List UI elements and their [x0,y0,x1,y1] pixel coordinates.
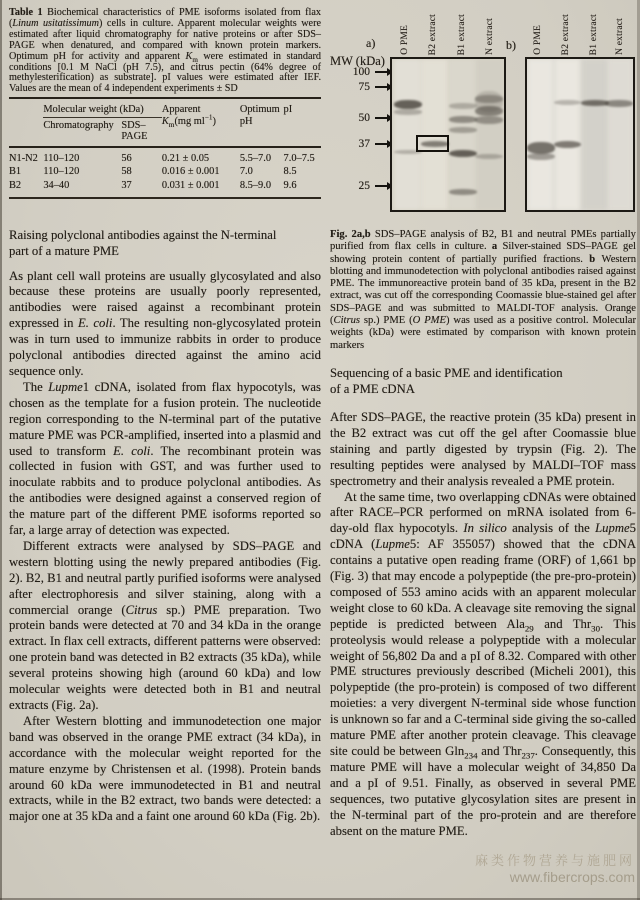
table-1 [9,97,321,198]
table-1-caption: Table 1 Biochemical characteristics of PME isoforms isolated from flax (Linum usitatissimum) cells in culture. Apparent molecular weights were estimated after liquid chromatography for native proteins or after SDS–PAGE when denatured, and compared with known protein markers. Optimum pH for activity and apparent $K_m$ were estimated in standard conditions [0.1 M NaCl (pH 7.5), and citrus pectin (64% degree of methylesterification) as substrate]. pI values were estimated after IEF. Values are the mean of 4 independent experiments ± SD [9,7,321,95]
paragraph: Different extracts were analysed by SDS–PAGE and western blotting using the newly prepared antibodies (Fig. 2). B2, B1 and neutral partly purified isoforms were analysed after electrophoresis and silver staining, along with a commercial orange (Citrus sp.) PME preparation. Two protein bands were detected at 70 and 34 kDa in the orange extract. In flax cell extracts, different patterns were observed: one protein band was detected in B2 extracts (35 kDa), while several proteins showing high (around 60 kDa) and low molecular weights were detected both in B1 and neutral extracts (Fig. 2a). [9,538,321,712]
mw-marker-label: 37 [358,138,370,150]
right-arrow-icon [375,143,388,145]
paragraph: After Western blotting and immunodetection one major band was observed in the orange PME extract (34 kDa), in accordance with the molecular weight reported for the mature enzyme by Christensen et al. (1998). Protein bands around 60 kDa were immunodetected in B1 and neutral extracts, while in the B2 extract, two bands were detected: a major one at 35 kDa and a faint one around 60 kDa (Fig. 2b). [9,713,321,824]
cell-km: 0.031 ± 0.001 [161,179,220,191]
lane-label-b1-extract: B1 extract [457,13,468,55]
protein-band [449,189,477,195]
protein-band [475,116,503,124]
gel-panel-b-western-blot [525,57,635,212]
paragraph: As plant cell wall proteins are usually glycosylated and also because these proteins are usually poorly represented, antibodies were raised against a recombinant protein expressed in E. coli. The resulting non-glycosylated protein was in turn used to immunize rabbits in order to produce polyclonal antibodies directed against the amino acid sequence only. [9,268,321,378]
panel-b-letter: b) [506,38,516,52]
right-arrow-icon [375,71,388,73]
lane-label-b2-extract: B2 extract [428,13,439,55]
lane-label-n-extract: N extract [614,18,625,55]
cell-ph: 5.5–7.0 [239,152,272,164]
watermark [475,850,635,885]
cell-isoform: B2 [9,179,22,191]
lane-label-o-pme: O PME [533,25,544,55]
paragraph: At the same time, two overlapping cDNAs were obtained after RACE–PCR performed on mRNA isolated from 6-day-old flax hypocotyls. In silico analysis of the Lupme5 cDNA (Lupme5: AF 355057) showed that the cDNA contains a putative open reading frame (ORF) of 1,661 bp (Fig. 3) that may encode a polypeptide (the pre-pro-protein) composed of 553 amino acids with an apparent molecular weight close to 60 kDa. A cleavage site removing the signal peptide is predicted between Ala$_{29}$ and Thr$_{30}$. This proteolysis would release a polypeptide with a molecular weight of 56,802 Da and a pI of 8.32. Compared with other PME structures previously described (Micheli 2001), this polypeptide (the pro-protein) is composed of two different moieties: a very divergent N-terminal side whose function is unknown so far and a C-terminal side giving the so-called mature PME after another protein cleavage. This cleavage site could be between Gln$_{234}$ and Thr$_{237}$. Consequently, this mature PME will have a molecular weight of 34,850 Da and a pI of 9.51. Finally, as observed in several PME sequences, two putative glycosylation sites are present in the N-terminal part of the pro-protein and are therefore absent on the mature PME. [330,489,636,838]
watermark-chinese-text: 麻类作物营养与施肥网 [474,853,635,868]
mw-marker-75 [330,81,388,93]
cell-sds: 37 [121,179,132,191]
lane-label-n-extract: N extract [484,18,495,55]
paragraph: The Lupme1 cDNA, isolated from flax hypocotyls, was chosen as the template for a fusion protein. The nucleotide region corresponding to the N-terminal part of the putative mature PME was PCR-amplified, inserted into a plasmid and used to transform E. coli. The recombinant protein was collected in fusion with GST, and was further used to inoculate rabbits and to produce polyclonal antibodies. As the antibodies were designed against a conserved region of the mature part of the different PME isoforms reported so far, a large array of detection was expected. [9,379,322,538]
cell-isoform: B1 [9,166,22,178]
cell-chromatography: 34–40 [43,179,70,191]
protein-band [449,116,477,123]
cell-pi: 9.6 [283,179,297,191]
protein-band [554,141,582,149]
gel-lane [607,59,632,210]
table-row [9,165,321,179]
cell-sds: 56 [121,152,132,164]
gel-lane [476,59,503,210]
mw-axis-label: MW (kDa) [330,54,385,68]
mw-marker-label: 50 [358,112,370,124]
right-arrow-icon [375,185,388,187]
left-column [9,8,321,825]
gel-lane [449,59,476,210]
mw-marker-label: 100 [352,66,370,78]
th-optimum-ph: Optimum pH [240,98,284,147]
mw-marker-50 [330,112,388,124]
cell-ph: 8.5–9.0 [239,179,272,191]
figure-2-gel [330,6,636,212]
cell-km: 0.016 ± 0.001 [161,166,220,178]
protein-band [554,100,582,105]
gel-b-lane-labels [525,6,635,56]
gel-lane [582,59,607,210]
cell-chromatography: 110–120 [43,152,80,164]
mw-marker-label: 75 [358,81,370,93]
section-heading-antibodies: Raising polyclonal antibodies against the N-terminal part of a mature PME [9,227,277,259]
cell-km: 0.21 ± 0.05 [161,152,210,164]
th-isoform-empty [9,98,43,147]
gel-lane [528,59,553,210]
cell-ph: 7.0 [239,166,253,178]
cell-pi: 8.5 [283,166,297,178]
th-apparent-km: Apparent $K_m(mg$ $ml^{-1}$) [162,98,240,147]
mw-marker-label: 25 [358,180,370,192]
protein-band [394,109,422,115]
cell-isoform: N1-N2 [9,152,38,164]
protein-band [449,103,477,109]
gel-a-lane-labels [390,6,506,56]
protein-band [449,127,477,133]
watermark-url: www.fibercrops.com [509,869,635,885]
paragraph: After SDS–PAGE, the reactive protein (35 kDa) present in the B2 extract was cut off the gel after Coomassie blue staining and partly digested by trypsin (Fig. 2). The resulting peptides were analysed by MALDI–TOF mass spectrometry and their analysis revealed a PME protein. [330,409,636,488]
th-molecular-weight: Molecular weight (kDa) [43,98,162,117]
th-pi: pI [284,98,321,147]
mw-marker-37 [330,138,388,150]
figure-2-caption: Fig. 2a,b SDS–PAGE analysis of B2, B1 and neutral PMEs partially purified from flax cells in culture. a Silver-stained SDS–PAGE gel showing protein content of partially purified fractions. b Western blotting and immunodetection with polyclonal antibodies raised against PME. The immunoreactive protein band of 35 kDa, present in the B2 extract, was cut off the corresponding Coomassie blue-stained gel after SDS–PAGE and was submitted to MALDI-TOF analysis. Orange (Citrus sp.) PME (O PME) was used as a positive control. Molecular weights (kDa) were estimated by comparison with known protein markers [330,229,636,351]
right-column [330,6,636,839]
lane-label-b2-extract: B2 extract [560,13,571,55]
right-arrow-icon [375,86,388,88]
table-row [9,147,321,166]
protein-band [475,95,503,103]
section-heading-sequencing: Sequencing of a basic PME and identification of a PME cDNA [330,365,563,397]
gel-lane [555,59,580,210]
protein-band [449,150,477,158]
table-row [9,179,321,198]
scan-edge-left [0,0,2,900]
panel-a-letter: a) [366,36,376,50]
excised-band-box [416,135,450,152]
cell-pi: 7.0–7.5 [283,152,315,164]
mw-marker-25 [330,180,388,192]
cell-sds: 58 [121,166,132,178]
gel-panel-a-silver-stain [390,57,506,212]
cell-chromatography: 110–120 [43,166,80,178]
th-chromatography: Chromatography [43,117,121,147]
lane-label-o-pme: O PME [400,25,411,55]
mw-marker-100 [330,66,388,78]
protein-band [605,100,633,107]
right-arrow-icon [375,117,388,119]
protein-band [394,100,422,109]
protein-band [527,153,555,161]
lane-label-b1-extract: B1 extract [589,13,600,55]
th-sds-page: SDS–PAGE [121,117,162,147]
